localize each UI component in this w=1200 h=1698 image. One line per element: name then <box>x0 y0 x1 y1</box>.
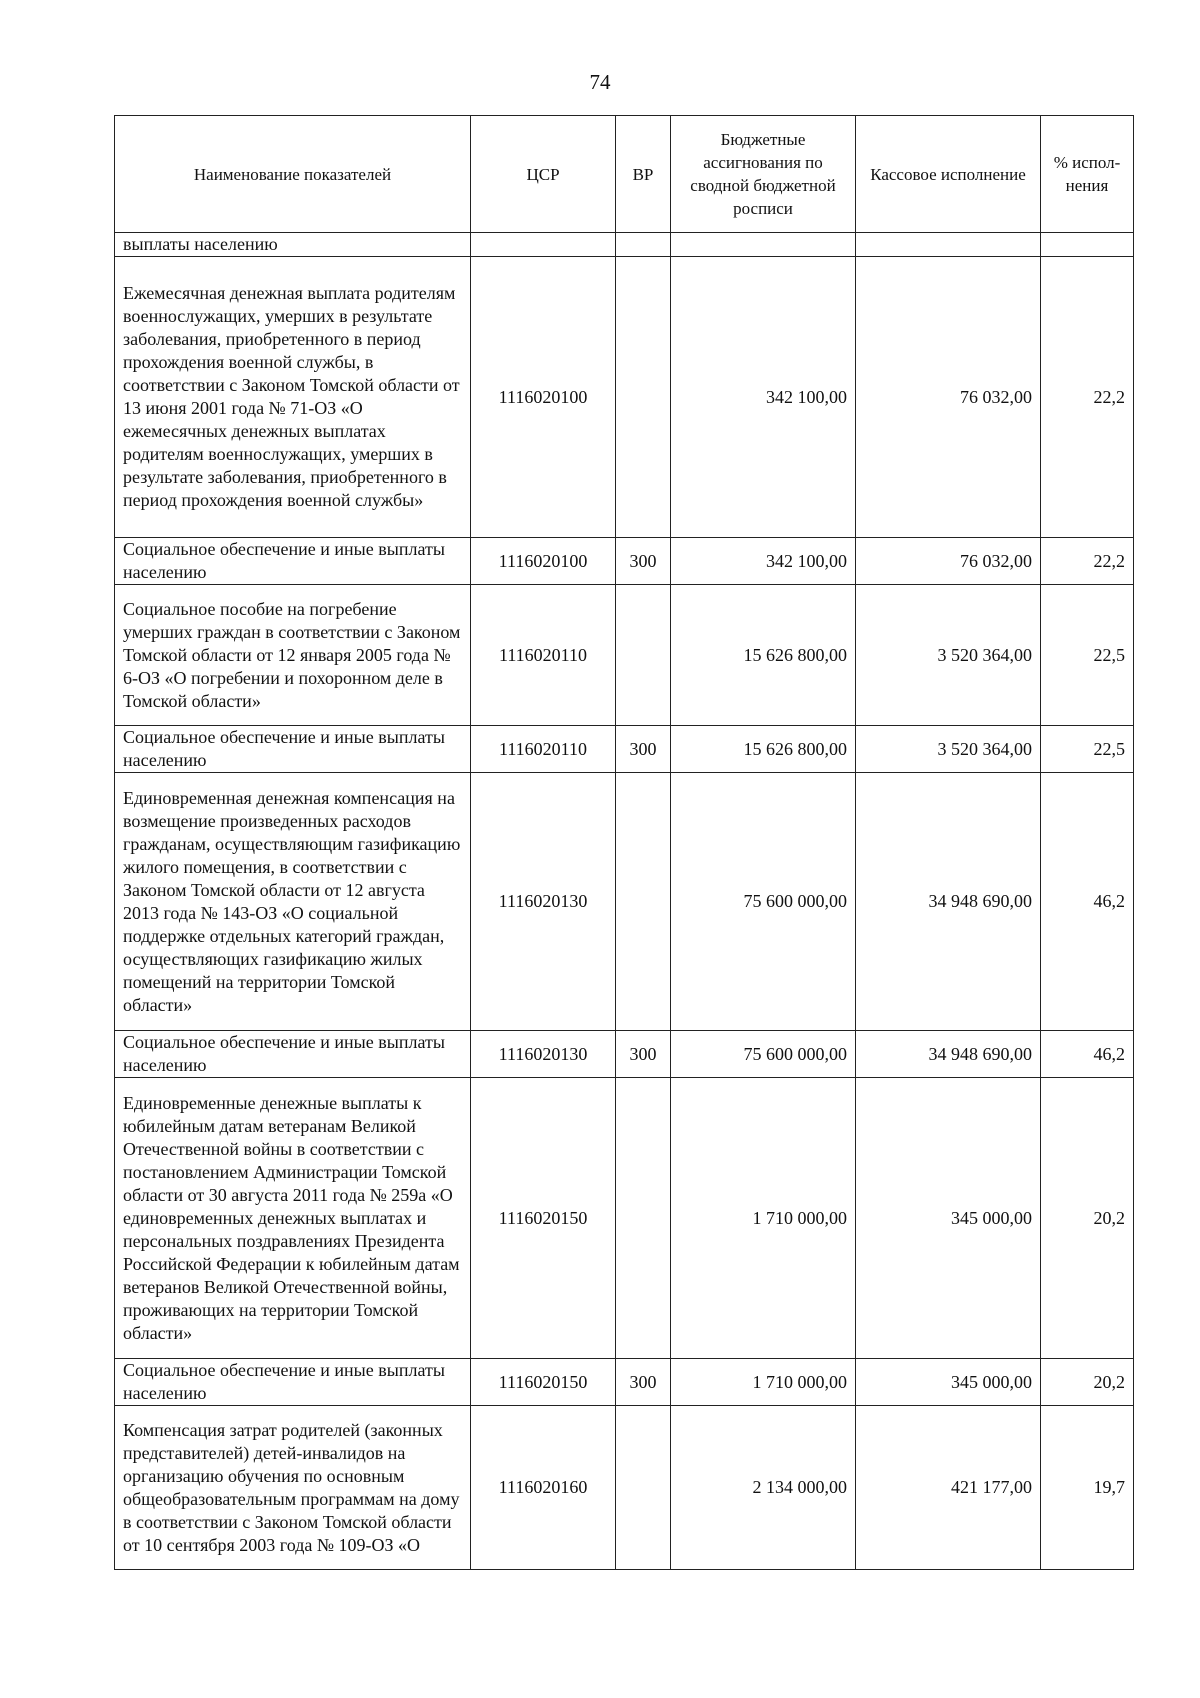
row-vr: 300 <box>616 1031 671 1078</box>
row-cash: 76 032,00 <box>856 257 1041 538</box>
header-csr: ЦСР <box>471 116 616 233</box>
row-budget: 2 134 000,00 <box>671 1406 856 1570</box>
row-cash: 345 000,00 <box>856 1078 1041 1359</box>
row-name: Ежемесячная денежная выплата родителям военнослужащих, умерших в результате заболевания, приобретенного в период прохождения военной службы, в соответствии с Законом Томской области от 13 июня 2001 года № 71-ОЗ «О ежемесячных денежных выплатах родителям военнослужащих, умерших в результате заболевания, приобретенного в период прохождения военной службы» <box>115 257 471 538</box>
row-pct: 22,2 <box>1041 538 1134 585</box>
row-cash: 76 032,00 <box>856 538 1041 585</box>
row-pct: 19,7 <box>1041 1406 1134 1570</box>
row-name: Социальное обеспечение и иные выплаты населению <box>115 1359 471 1406</box>
row-csr: 1116020100 <box>471 538 616 585</box>
table-row <box>115 538 1134 585</box>
row-budget: 15 626 800,00 <box>671 726 856 773</box>
row-vr <box>616 233 671 257</box>
row-pct: 22,5 <box>1041 726 1134 773</box>
row-pct: 22,5 <box>1041 585 1134 726</box>
row-vr <box>616 1406 671 1570</box>
row-csr: 1116020130 <box>471 773 616 1031</box>
row-csr <box>471 233 616 257</box>
row-cash: 345 000,00 <box>856 1359 1041 1406</box>
table-row <box>115 233 1134 257</box>
row-vr <box>616 585 671 726</box>
row-csr: 1116020150 <box>471 1078 616 1359</box>
row-csr: 1116020150 <box>471 1359 616 1406</box>
row-budget: 1 710 000,00 <box>671 1078 856 1359</box>
table-row <box>115 726 1134 773</box>
table-row <box>115 1359 1134 1406</box>
row-vr <box>616 1078 671 1359</box>
row-budget: 15 626 800,00 <box>671 585 856 726</box>
row-budget: 75 600 000,00 <box>671 1031 856 1078</box>
row-name: Социальное обеспечение и иные выплаты населению <box>115 726 471 773</box>
row-budget <box>671 233 856 257</box>
row-vr <box>616 257 671 538</box>
row-vr: 300 <box>616 726 671 773</box>
row-cash: 3 520 364,00 <box>856 726 1041 773</box>
row-cash <box>856 233 1041 257</box>
row-name: выплаты населению <box>115 233 471 257</box>
table-row <box>115 1406 1134 1570</box>
budget-execution-table <box>114 115 1134 1570</box>
row-budget: 342 100,00 <box>671 538 856 585</box>
header-vr: ВР <box>616 116 671 233</box>
header-cash: Кассовое исполнение <box>856 116 1041 233</box>
page-number: 74 <box>589 70 611 94</box>
row-pct: 20,2 <box>1041 1359 1134 1406</box>
row-pct <box>1041 233 1134 257</box>
row-budget: 75 600 000,00 <box>671 773 856 1031</box>
row-name: Компенсация затрат родителей (законных представителей) детей-инвалидов на организацию обучения по основным общеобразовательным программам на дому в соответствии с Законом Томской области от 10 сентября 2003 года № 109-ОЗ «О <box>115 1406 471 1570</box>
row-budget: 342 100,00 <box>671 257 856 538</box>
table-row <box>115 1078 1134 1359</box>
row-csr: 1116020110 <box>471 726 616 773</box>
row-csr: 1116020130 <box>471 1031 616 1078</box>
header-pct: % испол-нения <box>1041 116 1134 233</box>
row-cash: 421 177,00 <box>856 1406 1041 1570</box>
table-row <box>115 1031 1134 1078</box>
row-csr: 1116020100 <box>471 257 616 538</box>
row-name: Единовременная денежная компенсация на возмещение произведенных расходов гражданам, осуществляющим газификацию жилого помещения, в соответствии с Законом Томской области от 12 августа 2013 года № 143-ОЗ «О социальной поддержке отдельных категорий граждан, осуществляющих газификацию жилых помещений на территории Томской области» <box>115 773 471 1031</box>
row-pct: 22,2 <box>1041 257 1134 538</box>
row-vr: 300 <box>616 538 671 585</box>
table-row <box>115 257 1134 538</box>
row-cash: 34 948 690,00 <box>856 773 1041 1031</box>
header-name: Наименование показателей <box>115 116 471 233</box>
row-pct: 46,2 <box>1041 1031 1134 1078</box>
table-row <box>115 585 1134 726</box>
row-name: Единовременные денежные выплаты к юбилейным датам ветеранам Великой Отечественной войны в соответствии с постановлением Администрации Томской области от 30 августа 2011 года № 259а «О единовременных денежных выплатах и персональных поздравлениях Президента Российской Федерации к юбилейным датам ветеранов Великой Отечественной войны, проживающих на территории Томской области» <box>115 1078 471 1359</box>
table-header-row <box>115 116 1134 233</box>
row-pct: 20,2 <box>1041 1078 1134 1359</box>
row-pct: 46,2 <box>1041 773 1134 1031</box>
row-name: Социальное обеспечение и иные выплаты населению <box>115 1031 471 1078</box>
row-csr: 1116020160 <box>471 1406 616 1570</box>
row-cash: 34 948 690,00 <box>856 1031 1041 1078</box>
row-vr <box>616 773 671 1031</box>
row-name: Социальное пособие на погребение умерших граждан в соответствии с Законом Томской области от 12 января 2005 года № 6-ОЗ «О погребении и похоронном деле в Томской области» <box>115 585 471 726</box>
table-row <box>115 773 1134 1031</box>
row-csr: 1116020110 <box>471 585 616 726</box>
row-cash: 3 520 364,00 <box>856 585 1041 726</box>
row-name: Социальное обеспечение и иные выплаты населению <box>115 538 471 585</box>
header-budget: Бюджетные ассигнования по сводной бюджетной росписи <box>671 116 856 233</box>
row-vr: 300 <box>616 1359 671 1406</box>
row-budget: 1 710 000,00 <box>671 1359 856 1406</box>
